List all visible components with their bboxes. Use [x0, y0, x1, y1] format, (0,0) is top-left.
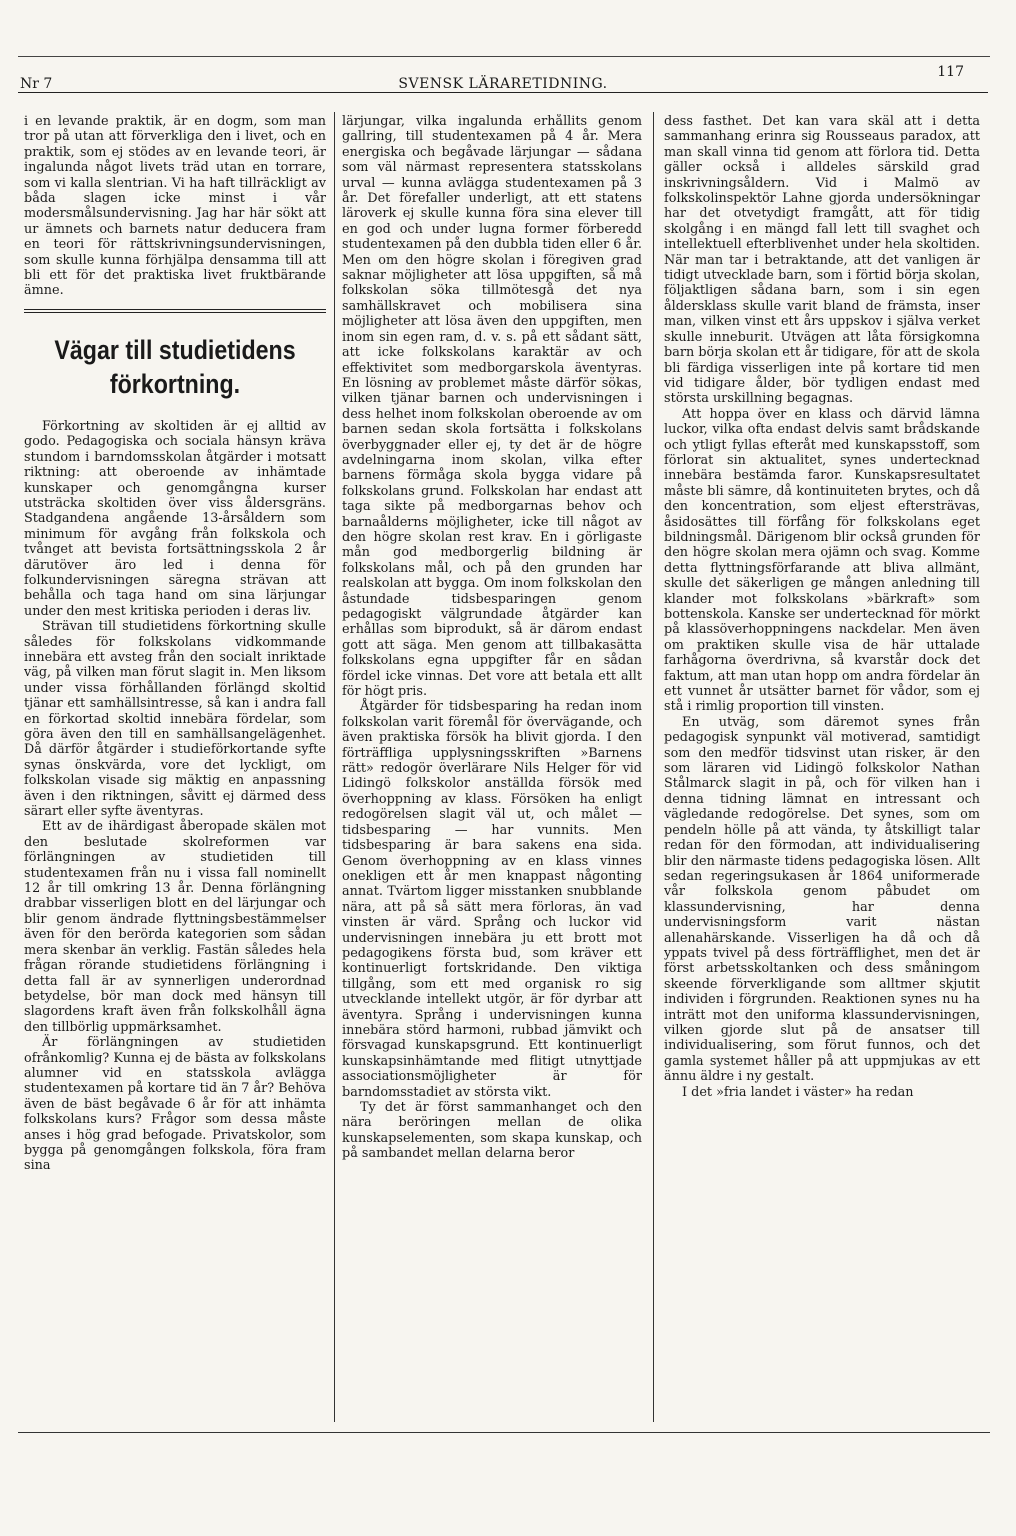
article-headline	[45, 333, 305, 401]
paragraph: Att hoppa över en klass och därvid lämna luckor, vilka ofta endast delvis samt brådskande och ytligt fyllas efteråt med kunskapsstoff, som förlorat sin aktualitet, synes undertecknad innebära bestämda faror. Kunskapsresultatet måste bli sämre, då kontinuiteten brytes, och då den koncentration, som eljest eftersträvas, åsidosättes till förfång för folkskolans eget bildningsmål. Därigenom blir också grunden för den högre skolan mera ojämn och svag. Komme detta flyttningsförfarande att bliva allmänt, skulle det säkerligen ge mången anledning till klander mot folkskolans »bärkraft» som bottenskola. Kanske ser undertecknad för mörkt på klassöverhoppningens nackdelar. Men även om praktiken skulle visa de här uttalade farhågorna överdrivna, så kvarstår dock det faktum, att man utan hopp om andra fördelar än ett vunnet år utsätter barnet för vådor, som ej stå i rimlig proportion till vinsten.	[664, 406, 980, 715]
paragraph: En utväg, som däremot synes från pedagogisk synpunkt väl motiverad, samtidigt som den medför tidsvinst utan risker, är den som läraren vid Lidingö folkskolor Nathan Stålmarck slagit in på, och för vilken han i denna tidning lämnat en intressant och vägledande redogörelse. Det synes, som om pendeln hölle på att vända, ty åtskilligt talar redan för den förmodan, att individualisering blir den närmaste tidens pedagogiska lösen. Allt sedan regeringsukasen år 1864 uniformerade vår folkskola genom påbudet om klassundervisning, har denna undervisningsform varit nästan allenahärskande. Visserligen ha då och då yppats tvivel på dess förträfflighet, men det är först arbetsskoltanken och dess småningom skeende förverkligande som alltmer skjutit individen i förgrunden. Reaktionen synes nu ha inträtt mot den uniforma klassundervisningen, vilken gjorde slut på de ansatser till individualisering, som förut funnos, och det gamla systemet håller på att uppmjukas av ett ännu äldre i ny gestalt.	[664, 714, 980, 1085]
page-header	[18, 62, 988, 93]
column-3	[664, 114, 980, 1424]
paragraph: lärjungar, vilka ingalunda erhållits genom gallring, till studentexamen på 4 år. Mera energiska och begåvade lärjungar — sådana som väl närmast representera statsskolans urval — kunna avlägga studentexamen på 3 år. Det förefaller underligt, att ett statens läroverk ej skulle kunna föra sina elever till en god och under lugna former förberedd studentexamen på den dubbla tiden eller 6 år. Men om den högre skolan i föregiven grad saknar möjligheter att lösa uppgiften, så må folkskolan söka tillmötesgå det nya samhällskravet och mobilisera sina möjligheter att lösa även den uppgiften, men inom sin egen ram, d. v. s. på ett sådant sätt, att icke folkskolans karaktär av och effektivitet som medborgarskola äventyras. En lösning av problemet måste därför sökas, vilken tjänar barnen och undervisningen i dess helhet inom folkskolan oberoende av om barnen sedan skola fortsätta i folkskolans överbyggnader eller ej, ty det är de högre avdelningarna inom skolan, vilka efter barnens förmåga skola bygga vidare på folkskolans grund. Folkskolan har endast att taga sikte på medborgarnas behov och barnaålderns möjligheter, icke till något av den högre skolan rest krav. En i görligaste mån god medborgerlig bildning är folkskolans mål, och på den grunden har realskolan att bygga. Om inom folkskolan den åstundade tidsbesparingen genom pedagogiskt välgrundade åtgärder kan erhållas som biprodukt, så är därom endast gott att säga. Men genom att tillbakasätta folkskolans egna uppgifter får en sådan fördel icke vinnas. Det vore att betala ett allt för högt pris.	[342, 114, 642, 700]
page-number: 117	[937, 64, 964, 80]
column-divider	[653, 112, 654, 1422]
paragraph: I det »fria landet i väster» ha redan	[682, 1084, 914, 1100]
headline-line: förkortning.	[109, 368, 241, 399]
section-divider	[24, 309, 326, 313]
column-2	[342, 114, 642, 1424]
paragraph: i en levande praktik, är en dogm, som man tror på utan att förverkliga den i livet, och en praktik, som ej stödes av en levande teori, är ingalunda något livets träd utan en torrare, som vi kalla slentrian. Vi ha haft tillräckligt av båda slagen icke minst i vår modersmålsundervisning. Jag har här sökt att ur ämnets och barnets natur deducera fram en teori för rättskrivningsundervisningen, som skulle kunna förhjälpa densamma till att bli ett för det praktiska livet fruktbärande ämne.	[24, 114, 326, 299]
top-rule	[18, 56, 990, 57]
column-1	[24, 114, 326, 1424]
paragraph: Ty det är först sammanhanget och den nära beröringen mellan de olika kunskapselementen, som skapa kunskap, och på sambandet mellan delarna beror	[342, 1100, 642, 1162]
paragraph: Är förlängningen av studietiden ofrånkomlig? Kunna ej de bästa av folkskolans alumner vid en statsskola avlägga studentexamen på kortare tid än 7 år? Behöva även de bäst begåvade 6 år för att inhämta folkskolans kurs? Frågor som dessa måste anses i hög grad befogade. Privatskolor, som bygga på genomgången folkskola, föra fram sina	[24, 1035, 326, 1174]
column-divider	[334, 112, 335, 1422]
publication-title: SVENSK LÄRARETIDNING.	[398, 76, 608, 92]
issue-number: Nr 7	[20, 76, 53, 92]
paragraph: Strävan till studietidens förkortning skulle således för folkskolans vidkommande innebära ett avsteg från den socialt inriktade väg, på vilken man förut slagit in. Men liksom under vissa förhållanden förlängd skoltid tjänar ett samhällsintresse, så kan i andra fall en förkortad skoltid innebära fördelar, som göra även den till en samhällsangelägenhet. Då därför åtgärder i studieförkortande syfte synas önskvärda, vore det lyckligt, om folkskolan visade sig mäktig en anpassning även i den riktningen, såvitt ej därmed dess särart eller syfte äventyras.	[24, 619, 326, 820]
paragraph: Förkortning av skoltiden är ej alltid av godo. Pedagogiska och sociala hänsyn kräva stundom i barndomsskolan åtgärder i motsatt riktning: att oberoende av inhämtade kunskaper och genomgångna kurser utsträcka skoltiden över viss åldersgräns. Stadgandena angående 13-årsåldern som minimum för avgång från folkskola och tvånget att bevista fortsättningsskola 2 år därutöver äro led i denna för folkundervisningen säregna strävan att behålla och taga hand om sina lärjungar under den mest kritiska perioden i deras liv.	[24, 418, 326, 619]
paragraph: Ett av de ihärdigast åberopade skälen mot den beslutade skolreformen var förlängningen av studietiden till studentexamen från nu i vissa fall nominellt 12 år till omkring 13 år. Denna förlängning drabbar visserligen blott en del lärjungar och blir genom ändrade flyttningsbestämmelser även för den berörda kategorien som sådan mera skenbar än verklig. Fastän således hela frågan rörande studietidens förlängning i detta fall är av synnerligen underordnad betydelse, bör man dock med hänsyn till slagordens kraft även från folkskolhåll ägna den tillbörlig uppmärksamhet.	[24, 819, 326, 1035]
headline-line: Vägar till studietidens	[54, 334, 296, 365]
paragraph: dess fasthet. Det kan vara skäl att i detta sammanhang erinra sig Rousseaus paradox, att man skall vinna tid genom att förlora tid. Detta gäller också i alldeles särskild grad inskrivningsåldern. Vid i Malmö av folkskolinspektör Lahne gjorda undersökningar har det otvetydigt framgått, att för tidig skolgång i en mängd fall lett till svaghet och intellektuell efterblivenhet under hela skoltiden. När man tar i betraktande, att det vanligen är tidigt utvecklade barn, som i förtid börja skolan, följaktligen sådana barn, som i sin egen åldersklass skulle varit bland de främsta, inser man, vilken vinst ett års uppskov i själva verket skulle inneburit. Utvägen att låta försigkomna barn börja skolan ett år tidigare, för att de skola bli färdiga visserligen inte på kortare tid men vid tidigare ålder, bör tydligen endast med största urskillning begagnas.	[664, 114, 980, 407]
bottom-rule	[18, 1432, 990, 1433]
paragraph: Åtgärder för tidsbesparing ha redan inom folkskolan varit föremål för övervägande, och även praktiska försök ha blivit gjorda. I den förträffliga upplysningsskriften »Barnens rätt» redogör överlärare Nils Helger för vid Lidingö folkskolor anställda försök med överhoppning av klass. Försöken ha enligt redogörelsen slagit väl ut, och målet — tidsbesparing — har vunnits. Men tidsbesparing är bara sakens ena sida. Genom överhoppning av en klass vinnes onekligen ett år men knappast någonting annat. Tvärtom ligger misstanken snubblande nära, att på så sätt mera förloras, än vad vinsten är värd. Språng och luckor vid undervisningen innebära ju ett brott mot pedagogikens första bud, som kräver ett kontinuerligt fortskridande. Den viktiga tillgång, som ett med organisk ro sig utvecklande intellekt utgör, är för dyrbar att äventyra. Språng i undervisningen kunna innebära störd harmoni, rubbad jämvikt och försvagad kunskapsgrund. Ett kontinuerligt kunskapsinhämtande med flitigt utnyttjade associationsmöjligheter är för barndomsstadiet av största vikt.	[342, 699, 642, 1100]
